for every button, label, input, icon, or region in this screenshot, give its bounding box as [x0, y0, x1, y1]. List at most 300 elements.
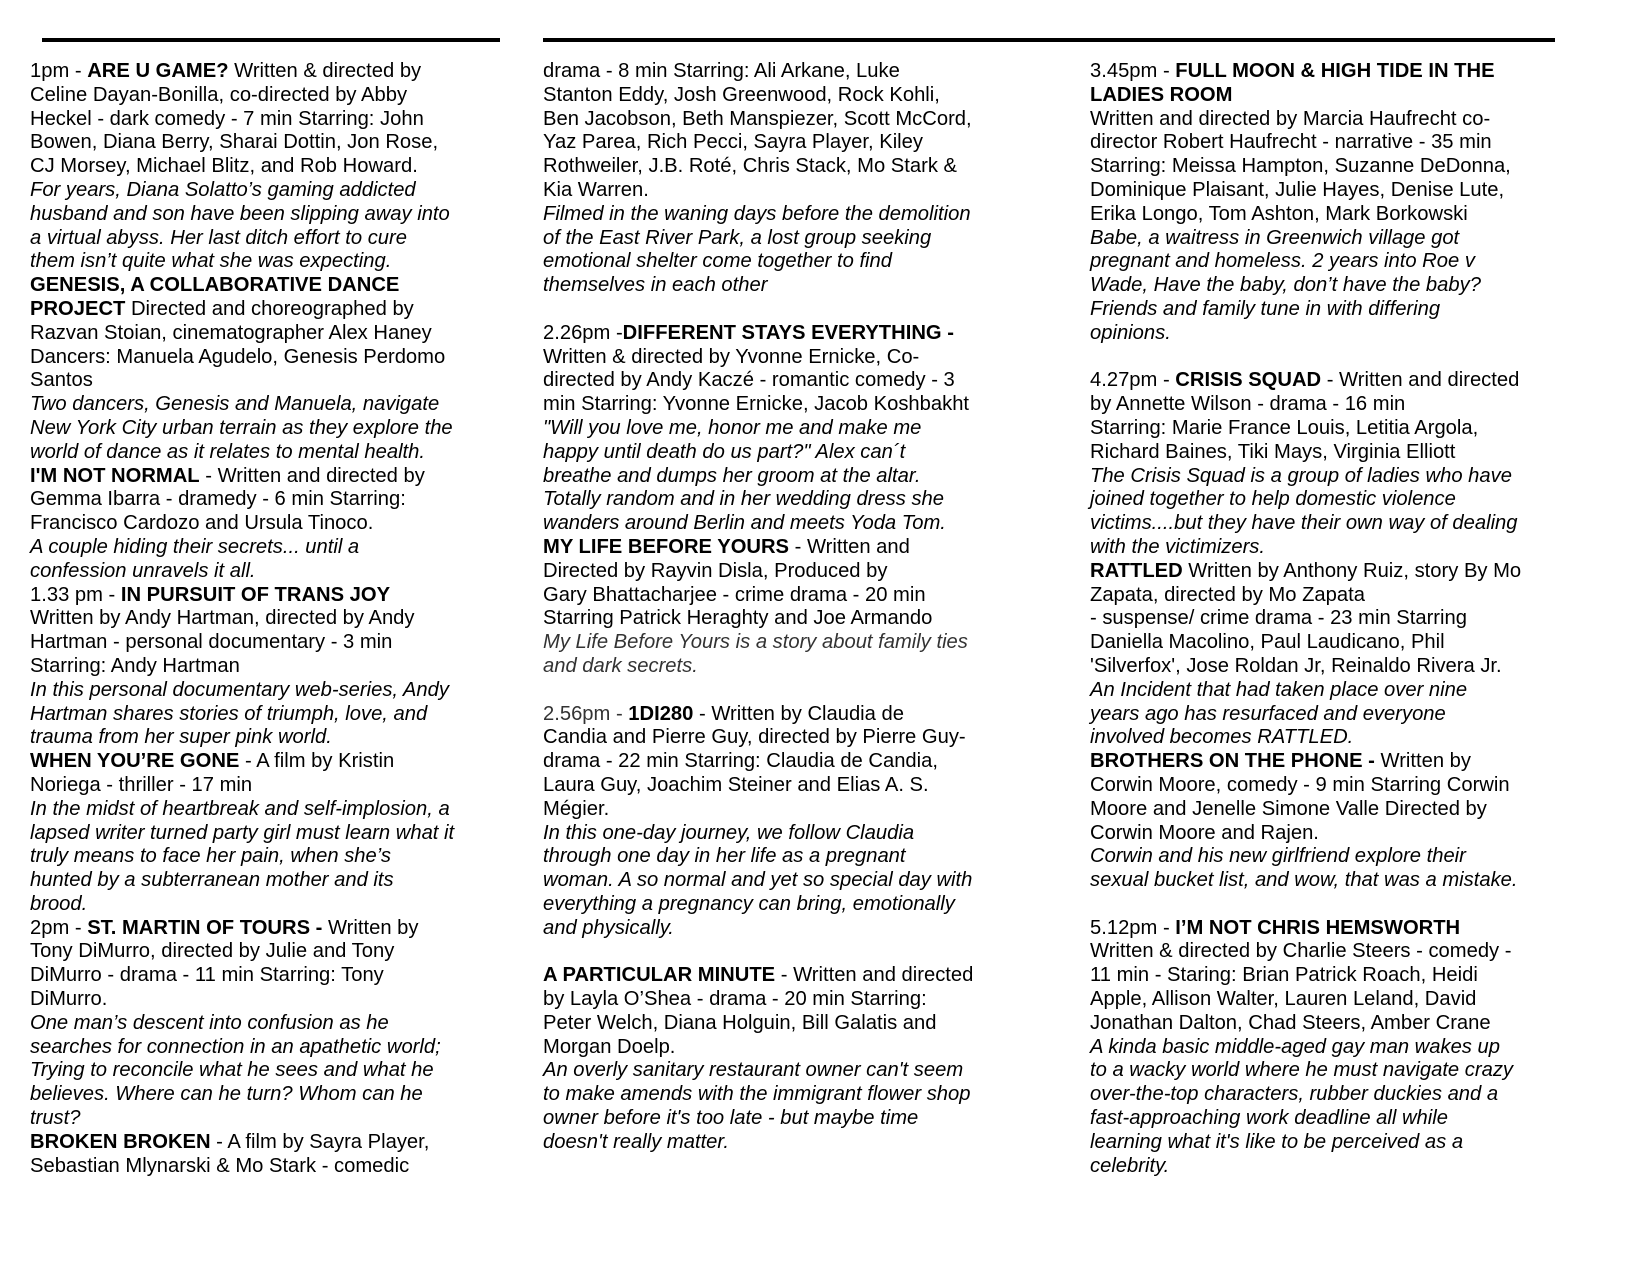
film-synopsis: Filmed in the waning days before the demolition: [543, 202, 971, 225]
entry-line: [1090, 369, 1521, 393]
entry-line: [543, 893, 973, 917]
film-title: MY LIFE BEFORE YOURS: [543, 535, 790, 558]
entry-line: [1090, 227, 1521, 251]
entry-line: [543, 393, 973, 417]
entry-line: [30, 917, 454, 941]
entry-text: min Starring: Yvonne Ernicke, Jacob Koshbakht: [543, 393, 970, 416]
entry-text: 1.33 pm -: [30, 583, 121, 606]
film-synopsis: husband and son have been slipping away into: [30, 202, 450, 225]
entry-text: Dominique Plaisant, Julie Hayes, Denise Lute,: [1090, 178, 1505, 201]
entry-line: [1090, 536, 1521, 560]
entry-text: Noriega - thriller - 17 min: [30, 773, 253, 796]
film-synopsis: world of dance as it relates to mental health.: [30, 440, 425, 463]
film-synopsis: of the East River Park, a lost group seeking: [543, 226, 932, 249]
film-synopsis: Hartman shares stories of triumph, love, and: [30, 702, 428, 725]
entry-line: [543, 822, 973, 846]
entry-text: Starring Patrick Heraghty and Joe Armando: [543, 607, 933, 630]
entry-line: [30, 108, 454, 132]
entry-text: Directed by Rayvin Disla, Produced by: [543, 559, 888, 582]
entry-line: [1090, 607, 1521, 631]
entry-text: Erika Longo, Tom Ashton, Mark Borkowski: [1090, 202, 1468, 225]
entry-line: [543, 1059, 973, 1083]
schedule-entry: [30, 465, 454, 584]
entry-line: [543, 512, 973, 536]
entry-line: [543, 488, 973, 512]
entry-line: [1090, 512, 1521, 536]
film-synopsis: celebrity.: [1090, 1154, 1170, 1177]
entry-text: Daniella Macolino, Paul Laudicano, Phil: [1090, 631, 1445, 654]
entry-line: [30, 274, 454, 298]
film-synopsis: to a wacky world where he must navigate crazy: [1090, 1059, 1514, 1082]
film-title: IN PURSUIT OF TRANS JOY: [120, 583, 391, 606]
entry-line: [543, 703, 973, 727]
entry-text: Richard Baines, Tiki Mays, Virginia Elliott: [1090, 440, 1456, 463]
entry-text: Written by Andy Hartman, directed by Andy: [30, 607, 415, 630]
entry-line: [30, 964, 454, 988]
film-synopsis: with the victimizers.: [1090, 535, 1265, 558]
entry-text: Written and directed by Marcia Haufrecht co-: [1090, 107, 1491, 130]
schedule-entry: [30, 750, 454, 917]
entry-text: director Robert Haufrecht - narrative - 35 min: [1090, 131, 1492, 154]
film-title: I'M NOT NORMAL: [30, 464, 200, 487]
entry-line: [30, 1107, 454, 1131]
entry-line: [30, 155, 454, 179]
entry-text: Written by Anthony Ruiz, story By Mo: [1182, 559, 1522, 582]
entry-text: Moore and Jenelle Simone Valle Directed by: [1090, 797, 1487, 820]
film-synopsis: joined together to help domestic violence: [1090, 488, 1456, 511]
schedule-entry: [30, 1131, 454, 1179]
film-title: ARE U GAME?: [87, 60, 229, 82]
entry-line: [30, 1155, 454, 1179]
entry-line: [543, 108, 973, 132]
entry-line: [543, 750, 973, 774]
film-synopsis: Friends and family tune in with differing: [1090, 297, 1441, 320]
entry-text: - Written and: [789, 535, 910, 558]
entry-text: Peter Welch, Diana Holguin, Bill Galatis and: [543, 1011, 937, 1034]
entry-line: [1090, 917, 1521, 941]
entry-text: Written by: [1374, 750, 1471, 773]
entry-text: Bowen, Diana Berry, Sharai Dottin, Jon Rose,: [30, 131, 439, 154]
entry-text: 2pm -: [30, 916, 88, 939]
film-title: GENESIS, A COLLABORATIVE DANCE: [30, 274, 400, 297]
film-synopsis: a virtual abyss. Her last ditch effort to cure: [30, 226, 407, 249]
film-synopsis: them isn’t quite what she was expecting.: [30, 250, 392, 273]
entry-text: - Written and directed: [1321, 369, 1520, 392]
entry-line: [543, 988, 973, 1012]
entry-line: [1090, 726, 1521, 750]
film-title: BROTHERS ON THE PHONE -: [1090, 750, 1375, 773]
entry-text: Starring: Andy Hartman: [30, 654, 240, 677]
schedule-column-2: [543, 60, 973, 1155]
entry-line: [1090, 298, 1521, 322]
film-synopsis: Corwin and his new girlfriend explore their: [1090, 845, 1466, 868]
entry-line: [543, 346, 973, 370]
entry-text: Starring: Marie France Louis, Letitia Argola,: [1090, 416, 1479, 439]
entry-text: Laura Guy, Joachim Steiner and Elias A. S.: [543, 773, 929, 796]
entry-line: [30, 60, 454, 84]
film-title: FULL MOON & HIGH TIDE IN THE: [1175, 60, 1495, 82]
entry-line: [1090, 845, 1521, 869]
film-title: ST. MARTIN OF TOURS -: [87, 916, 323, 939]
film-title: WHEN YOU’RE GONE: [30, 750, 240, 773]
film-title: CRISIS SQUAD: [1175, 369, 1322, 392]
film-synopsis: pregnant and homeless. 2 years into Roe v: [1090, 250, 1475, 273]
entry-line: [1090, 679, 1521, 703]
film-synopsis: themselves in each other: [543, 274, 768, 297]
entry-text: Gary Bhattacharjee - crime drama - 20 min: [543, 583, 926, 606]
entry-text: - A film by Sayra Player,: [210, 1130, 430, 1153]
entry-line: [1090, 108, 1521, 132]
film-synopsis: In the midst of heartbreak and self-implosion, a: [30, 797, 450, 820]
entry-text: Stanton Eddy, Josh Greenwood, Rock Kohli,: [543, 83, 940, 106]
entry-text: 3.45pm -: [1090, 60, 1176, 82]
entry-text: 4.27pm -: [1090, 369, 1176, 392]
entry-line: [543, 1107, 973, 1131]
entry-line: [543, 917, 973, 941]
entry-text: by Layla O’Shea - drama - 20 min Starring:: [543, 988, 927, 1011]
entry-text: 'Silverfox', Jose Roldan Jr, Reinaldo Rivera Jr.: [1090, 654, 1502, 677]
entry-line: [30, 1012, 454, 1036]
entry-text: by Annette Wilson - drama - 16 min: [1090, 393, 1406, 416]
film-synopsis: to make amends with the immigrant flower shop: [543, 1083, 971, 1106]
entry-line: [543, 1012, 973, 1036]
schedule-entry: [543, 703, 973, 965]
entry-line: [1090, 465, 1521, 489]
entry-text: Written & directed by Yvonne Ernicke, Co-: [543, 345, 920, 368]
entry-spacer: [1090, 893, 1521, 917]
entry-line: [543, 869, 973, 893]
entry-line: [30, 369, 454, 393]
entry-line: [30, 869, 454, 893]
entry-line: [30, 560, 454, 584]
entry-line: [30, 84, 454, 108]
schedule-entry: [30, 917, 454, 1131]
film-synopsis: New York City urban terrain as they explore the: [30, 416, 453, 439]
entry-line: [30, 441, 454, 465]
entry-line: [543, 845, 973, 869]
entry-line: [1090, 774, 1521, 798]
entry-line: [1090, 203, 1521, 227]
film-title: PROJECT: [30, 297, 126, 320]
entry-line: [1090, 1131, 1521, 1155]
entry-line: [30, 536, 454, 560]
entry-line: [30, 346, 454, 370]
schedule-entry: [1090, 369, 1521, 559]
film-synopsis: My Life Before Yours is a story about family ties: [543, 631, 968, 654]
entry-text: Heckel - dark comedy - 7 min Starring: John: [30, 107, 424, 130]
top-rule-left: [42, 38, 500, 42]
film-synopsis: confession unravels it all.: [30, 559, 256, 582]
film-synopsis: and dark secrets.: [543, 654, 698, 677]
film-synopsis: One man’s descent into confusion as he: [30, 1011, 389, 1034]
entry-text: Rothweiler, J.B. Roté, Chris Stack, Mo Stark &: [543, 155, 957, 178]
entry-line: [543, 964, 973, 988]
entry-line: [30, 393, 454, 417]
entry-line: [1090, 584, 1521, 608]
film-synopsis: doesn't really matter.: [543, 1130, 729, 1153]
entry-line: [1090, 560, 1521, 584]
film-synopsis: emotional shelter come together to find: [543, 250, 892, 273]
schedule-entry: [543, 60, 973, 322]
entry-line: [543, 203, 973, 227]
entry-text: Santos: [30, 369, 93, 392]
entry-text: Razvan Stoian, cinematographer Alex Haney: [30, 321, 432, 344]
film-title: BROKEN BROKEN: [30, 1130, 211, 1153]
entry-text: directed by Andy Kaczé - romantic comedy - 3: [543, 369, 955, 392]
film-synopsis: wanders around Berlin and meets Yoda Tom.: [543, 512, 946, 535]
schedule-entry: [30, 60, 454, 274]
entry-text: - Written by Claudia de: [693, 702, 904, 725]
entry-line: [543, 84, 973, 108]
entry-line: [543, 417, 973, 441]
entry-line: [1090, 1012, 1521, 1036]
entry-line: [543, 250, 973, 274]
entry-text: drama - 8 min Starring: Ali Arkane, Luke: [543, 60, 900, 82]
entry-line: [30, 940, 454, 964]
film-synopsis: and physically.: [543, 916, 674, 939]
film-title: 1DI280: [628, 702, 694, 725]
entry-text: drama - 22 min Starring: Claudia de Candia,: [543, 750, 938, 773]
entry-line: [1090, 988, 1521, 1012]
film-synopsis: A kinda basic middle-aged gay man wakes up: [1090, 1035, 1500, 1058]
entry-text: Written & directed by: [228, 60, 422, 82]
entry-line: [543, 131, 973, 155]
entry-line: [1090, 441, 1521, 465]
film-synopsis: believes. Where can he turn? Whom can he: [30, 1083, 423, 1106]
entry-text: Ben Jacobson, Beth Manspiezer, Scott McCord,: [543, 107, 972, 130]
entry-line: [30, 131, 454, 155]
entry-line: [30, 1131, 454, 1155]
film-title: I’M NOT CHRIS HEMSWORTH: [1175, 916, 1461, 939]
entry-spacer: [1090, 346, 1521, 370]
film-synopsis: An overly sanitary restaurant owner can't seem: [543, 1059, 964, 1082]
schedule-column-3: [1090, 60, 1521, 1178]
entry-line: [543, 1131, 973, 1155]
entry-text: Tony DiMurro, directed by Julie and Tony: [30, 940, 395, 963]
film-synopsis: opinions.: [1090, 321, 1171, 344]
schedule-entry: [1090, 917, 1521, 1179]
entry-line: [30, 703, 454, 727]
entry-line: [1090, 1059, 1521, 1083]
entry-text: - Written and directed by: [199, 464, 425, 487]
entry-spacer: [543, 298, 973, 322]
film-synopsis: Totally random and in her wedding dress she: [543, 488, 944, 511]
entry-line: [543, 798, 973, 822]
entry-line: [1090, 750, 1521, 774]
entry-line: [30, 322, 454, 346]
film-synopsis: truly means to face her pain, when she’s: [30, 845, 391, 868]
entry-line: [30, 512, 454, 536]
entry-line: [30, 607, 454, 631]
entry-line: [1090, 131, 1521, 155]
film-synopsis: years ago has resurfaced and everyone: [1090, 702, 1446, 725]
schedule-entry: [1090, 60, 1521, 369]
entry-line: [1090, 798, 1521, 822]
film-synopsis: sexual bucket list, and wow, that was a mistake.: [1090, 869, 1518, 892]
entry-line: [543, 274, 973, 298]
entry-line: [30, 822, 454, 846]
entry-line: [543, 441, 973, 465]
entry-line: [30, 845, 454, 869]
schedule-entry: [543, 536, 973, 703]
entry-line: [30, 584, 454, 608]
entry-line: [543, 369, 973, 393]
entry-line: [30, 679, 454, 703]
film-title: DIFFERENT STAYS EVERYTHING -: [622, 321, 954, 344]
film-synopsis: breathe and dumps her groom at the altar.: [543, 464, 921, 487]
entry-line: [1090, 1107, 1521, 1131]
entry-line: [1090, 60, 1521, 84]
entry-text: Dancers: Manuela Agudelo, Genesis Perdomo: [30, 345, 446, 368]
entry-line: [1090, 322, 1521, 346]
film-synopsis: "Will you love me, honor me and make me: [543, 416, 922, 439]
entry-line: [543, 1083, 973, 1107]
entry-line: [1090, 1155, 1521, 1179]
entry-text: 2.26pm -: [543, 321, 623, 344]
entry-text: Starring: Meissa Hampton, Suzanne DeDonna,: [1090, 155, 1511, 178]
entry-line: [1090, 417, 1521, 441]
entry-text: Jonathan Dalton, Chad Steers, Amber Crane: [1090, 1011, 1491, 1034]
entry-line: [543, 631, 973, 655]
entry-line: [30, 774, 454, 798]
schedule-entry: [30, 584, 454, 751]
entry-spacer: [543, 679, 973, 703]
entry-line: [1090, 655, 1521, 679]
entry-text: CJ Morsey, Michael Blitz, and Rob Howard.: [30, 155, 418, 178]
entry-line: [543, 465, 973, 489]
entry-line: [543, 560, 973, 584]
schedule-entry: [1090, 560, 1521, 750]
entry-line: [543, 726, 973, 750]
entry-text: Kia Warren.: [543, 178, 649, 201]
entry-line: [30, 179, 454, 203]
entry-line: [30, 750, 454, 774]
entry-line: [30, 203, 454, 227]
entry-line: [1090, 822, 1521, 846]
schedule-column-1: [30, 60, 454, 1178]
entry-line: [1090, 703, 1521, 727]
entry-line: [543, 1036, 973, 1060]
entry-text: Zapata, directed by Mo Zapata: [1090, 583, 1365, 606]
entry-text: Candia and Pierre Guy, directed by Pierre Guy-: [543, 726, 966, 749]
entry-line: [543, 179, 973, 203]
schedule-entry: [543, 964, 973, 1154]
entry-line: [543, 60, 973, 84]
film-synopsis: In this one-day journey, we follow Claudia: [543, 821, 915, 844]
film-title: LADIES ROOM: [1090, 83, 1233, 106]
entry-line: [543, 584, 973, 608]
film-synopsis: victims....but they have their own way of dealing: [1090, 512, 1518, 535]
film-synopsis: In this personal documentary web-series, Andy: [30, 678, 449, 701]
entry-text: Written by: [322, 916, 419, 939]
film-synopsis: trauma from her super pink world.: [30, 726, 332, 749]
entry-line: [30, 465, 454, 489]
entry-line: [543, 536, 973, 560]
film-synopsis: owner before it's too late - but maybe time: [543, 1107, 919, 1130]
entry-line: [30, 631, 454, 655]
entry-text: Corwin Moore and Rajen.: [1090, 821, 1319, 844]
film-synopsis: woman. A so normal and yet so special day with: [543, 869, 973, 892]
film-synopsis: Trying to reconcile what he sees and what he: [30, 1059, 434, 1082]
entry-text: DiMurro - drama - 11 min Starring: Tony: [30, 964, 384, 987]
film-synopsis: An Incident that had taken place over nine: [1090, 678, 1468, 701]
entry-line: [543, 655, 973, 679]
film-synopsis: learning what it's like to be perceived as a: [1090, 1130, 1464, 1153]
entry-line: [30, 655, 454, 679]
entry-line: [30, 1083, 454, 1107]
film-synopsis: For years, Diana Solatto’s gaming addicted: [30, 178, 416, 201]
entry-text: Directed and choreographed by: [125, 297, 414, 320]
schedule-entry: [543, 322, 973, 536]
film-synopsis: Babe, a waitress in Greenwich village got: [1090, 226, 1460, 249]
film-synopsis: over-the-top characters, rubber duckies and a: [1090, 1083, 1499, 1106]
entry-line: [30, 488, 454, 512]
entry-line: [1090, 84, 1521, 108]
entry-line: [1090, 1083, 1521, 1107]
film-synopsis: searches for connection in an apathetic world;: [30, 1035, 441, 1058]
entry-line: [543, 227, 973, 251]
entry-line: [1090, 964, 1521, 988]
film-synopsis: everything a pregnancy can bring, emotionally: [543, 892, 955, 915]
entry-text: Apple, Allison Walter, Lauren Leland, David: [1090, 988, 1477, 1011]
film-title: RATTLED: [1090, 559, 1183, 582]
entry-text: 11 min - Staring: Brian Patrick Roach, Heidi: [1090, 964, 1478, 987]
entry-spacer: [543, 940, 973, 964]
entry-text: 1pm -: [30, 60, 88, 82]
entry-text: Hartman - personal documentary - 3 min: [30, 631, 393, 654]
entry-line: [1090, 155, 1521, 179]
entry-line: [543, 322, 973, 346]
film-synopsis: happy until death do us part?" Alex can´t: [543, 440, 906, 463]
entry-line: [1090, 940, 1521, 964]
schedule-entry: [30, 274, 454, 464]
entry-line: [30, 726, 454, 750]
film-synopsis: fast-approaching work deadline all while: [1090, 1107, 1448, 1130]
entry-text: Gemma Ibarra - dramedy - 6 min Starring:: [30, 488, 406, 511]
entry-line: [1090, 179, 1521, 203]
entry-line: [30, 798, 454, 822]
entry-text: Celine Dayan-Bonilla, co-directed by Abby: [30, 83, 408, 106]
schedule-entry: [1090, 750, 1521, 917]
entry-line: [1090, 393, 1521, 417]
entry-text: Mégier.: [543, 797, 610, 820]
film-synopsis: brood.: [30, 892, 88, 915]
film-synopsis: Wade, Have the baby, don’t have the baby?: [1090, 274, 1481, 297]
film-synopsis: hunted by a subterranean mother and its: [30, 869, 394, 892]
film-synopsis: The Crisis Squad is a group of ladies who have: [1090, 464, 1512, 487]
film-synopsis: involved becomes RATTLED.: [1090, 726, 1354, 749]
film-synopsis: Two dancers, Genesis and Manuela, navigate: [30, 393, 440, 416]
entry-line: [1090, 250, 1521, 274]
entry-line: [543, 607, 973, 631]
entry-text: 5.12pm -: [1090, 916, 1176, 939]
entry-text: DiMurro.: [30, 988, 108, 1011]
entry-line: [30, 227, 454, 251]
film-synopsis: trust?: [30, 1107, 81, 1130]
entry-line: [543, 155, 973, 179]
entry-line: [1090, 488, 1521, 512]
entry-text: Francisco Cardozo and Ursula Tinoco.: [30, 512, 374, 535]
entry-text: Written & directed by Charlie Steers - comedy -: [1090, 940, 1512, 963]
entry-text: Sebastian Mlynarski & Mo Stark - comedic: [30, 1154, 410, 1177]
entry-text: Morgan Doelp.: [543, 1035, 676, 1058]
entry-line: [30, 893, 454, 917]
film-synopsis: lapsed writer turned party girl must learn what it: [30, 821, 455, 844]
entry-line: [30, 988, 454, 1012]
entry-line: [543, 774, 973, 798]
film-title: A PARTICULAR MINUTE: [543, 964, 776, 987]
film-synopsis: through one day in her life as a pregnant: [543, 845, 906, 868]
